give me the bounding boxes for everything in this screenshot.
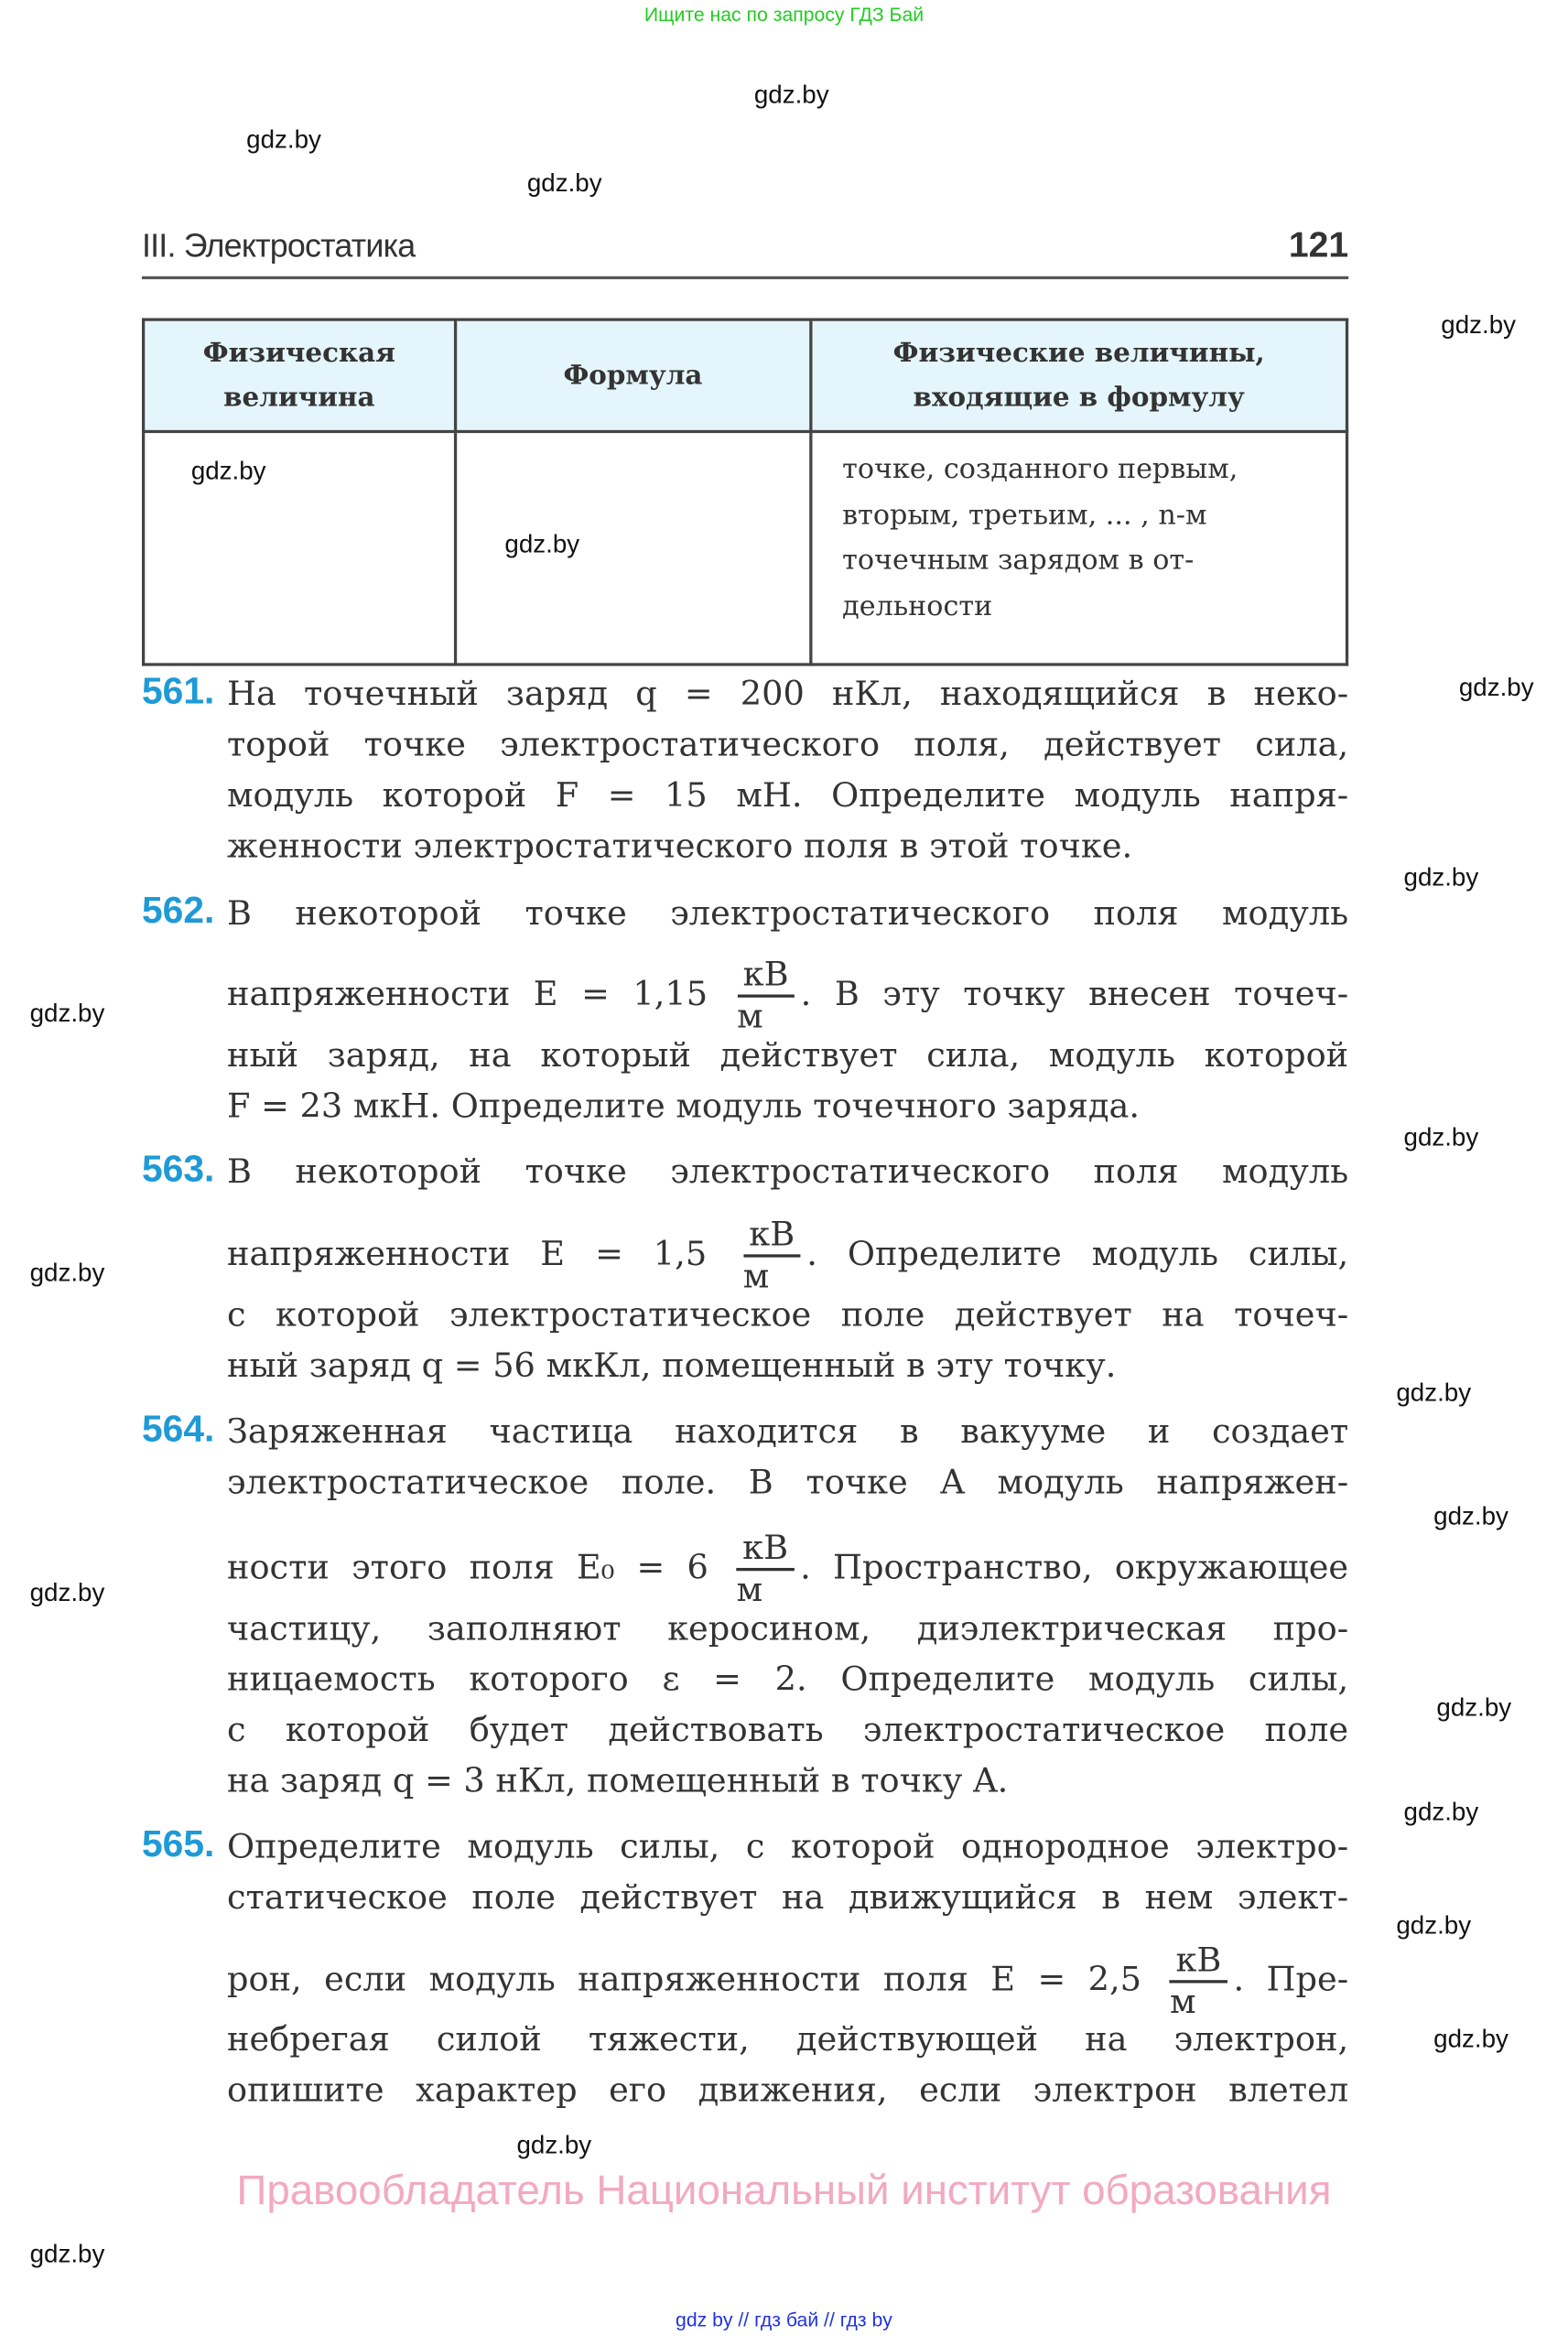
search-hint: Ищите нас по запросу ГДЗ Бай bbox=[643, 3, 925, 26]
problem-number: 565. bbox=[141, 1822, 215, 1865]
text-before-fraction: ности этого поля E₀ = 6 bbox=[226, 1548, 708, 1588]
unit-fraction bbox=[743, 1216, 801, 1296]
fraction-numerator: кВ bbox=[1170, 1941, 1227, 1984]
watermark-text: gdz.by bbox=[246, 125, 321, 155]
problem-text-line: торой точке электростатического поля, действует сила, bbox=[226, 725, 1349, 765]
table-cell bbox=[144, 431, 455, 664]
watermark-text: gdz.by bbox=[29, 2240, 105, 2269]
watermark-text: gdz.by bbox=[1396, 1378, 1472, 1407]
problem-text-line bbox=[226, 1215, 1349, 1297]
watermark-text: gdz.by bbox=[190, 457, 266, 486]
problem-text-line: с которой будет действовать электростатическое поле bbox=[226, 1711, 1349, 1751]
footer-links[interactable]: gdz by // гдз бай // гдз by bbox=[676, 2308, 892, 2331]
problem-text-line: статическое поле действует на движущийся в нем элект- bbox=[226, 1878, 1349, 1918]
watermark-text: gdz.by bbox=[1436, 1693, 1512, 1723]
problem-text-line bbox=[226, 1529, 1349, 1610]
problem-text-line: опишите характер его движения, если электрон влетел bbox=[226, 2070, 1349, 2111]
column-header: Формула bbox=[455, 319, 811, 431]
problem-number: 564. bbox=[141, 1408, 215, 1451]
watermark-text: gdz.by bbox=[504, 530, 580, 559]
page-number: 121 bbox=[1288, 225, 1349, 266]
watermark-text: gdz.by bbox=[1403, 862, 1479, 892]
fraction-denominator: м bbox=[737, 997, 763, 1037]
watermark-text: gdz.by bbox=[516, 2131, 592, 2160]
problem-text-line: В некоторой точке электростатического поля модуль bbox=[226, 894, 1349, 934]
fraction-denominator: м bbox=[1169, 1983, 1196, 2022]
problem-text-line: ный заряд q = 56 мкКл, помещенный в эту точку. bbox=[226, 1346, 1117, 1386]
text-after-fraction: . Пре- bbox=[1233, 1961, 1349, 2000]
watermark-text: gdz.by bbox=[753, 81, 829, 110]
watermark-text: gdz.by bbox=[1433, 1502, 1509, 1531]
problem-text-line bbox=[226, 956, 1349, 1037]
problem-text-line: модуль которой F = 15 мН. Определите модуль напря- bbox=[226, 776, 1349, 816]
problem-text-line: В некоторой точке электростатического поля модуль bbox=[226, 1152, 1349, 1192]
problem-text-line: с которой электростатическое поле действует на точеч- bbox=[226, 1296, 1349, 1335]
watermark-text: gdz.by bbox=[1403, 1798, 1479, 1827]
problem-text-line: Определите модуль силы, с которой однородное электро- bbox=[226, 1827, 1349, 1867]
text-before-fraction: рон, если модуль напряженности поля E = 2,5 bbox=[226, 1961, 1142, 2000]
watermark-text: gdz.by bbox=[1433, 2025, 1509, 2054]
problem-text-line: женности электростатического поля в этой точке. bbox=[226, 827, 1133, 867]
table-row bbox=[144, 431, 1347, 664]
watermark-text: gdz.by bbox=[1396, 1911, 1472, 1941]
watermark-text: gdz.by bbox=[1403, 1122, 1479, 1151]
fraction-numerator: кВ bbox=[737, 1530, 795, 1572]
fraction-denominator: м bbox=[736, 1571, 763, 1610]
column-header: Физическая величина bbox=[144, 319, 455, 431]
fraction-numerator: кВ bbox=[743, 1216, 801, 1258]
text-before-fraction: напряженности E = 1,5 bbox=[226, 1235, 708, 1274]
text-after-fraction: . Определите модуль силы, bbox=[806, 1235, 1349, 1274]
rights-holder-notice: Правообладатель Национальный институт образования bbox=[236, 2167, 1332, 2213]
text-before-fraction: напряженности E = 1,15 bbox=[226, 975, 708, 1014]
unit-fraction bbox=[1170, 1941, 1227, 2022]
table-header-row bbox=[144, 319, 1347, 431]
watermark-text: gdz.by bbox=[29, 999, 105, 1028]
column-header: Физические величины, входящие в формулу bbox=[811, 319, 1347, 431]
watermark-text: gdz.by bbox=[526, 168, 602, 198]
watermark-text: gdz.by bbox=[29, 1259, 105, 1288]
problem-number: 562. bbox=[141, 890, 215, 932]
header-divider bbox=[142, 276, 1348, 279]
problem-text-line: На точечный заряд q = 200 нКл, находящийся в неко- bbox=[226, 675, 1349, 714]
unit-fraction bbox=[737, 956, 795, 1036]
text-after-fraction: . Пространство, окружающее bbox=[800, 1548, 1349, 1588]
problem-number: 561. bbox=[141, 670, 215, 713]
formula-table bbox=[142, 318, 1348, 665]
problem-text-line: электростатическое поле. В точке A модуль напряжен- bbox=[226, 1463, 1349, 1503]
chapter-title: III. Электростатика bbox=[141, 226, 416, 265]
fraction-numerator: кВ bbox=[737, 956, 795, 998]
watermark-text: gdz.by bbox=[1458, 673, 1534, 702]
watermark-text: gdz.by bbox=[29, 1578, 105, 1607]
fraction-denominator: м bbox=[742, 1257, 770, 1297]
problem-text-line bbox=[226, 1941, 1349, 2022]
problem-text-line: небрегая силой тяжести, действующей на электрон, bbox=[226, 2020, 1349, 2060]
text-after-fraction: . В эту точку внесен точеч- bbox=[800, 975, 1349, 1014]
problem-text-line: F = 23 мкН. Определите модуль точечного заряда. bbox=[226, 1087, 1141, 1127]
watermark-text: gdz.by bbox=[1441, 310, 1517, 340]
problem-text-line: ный заряд, на который действует сила, модуль которой bbox=[226, 1036, 1349, 1076]
problem-text-line: ницаемость которого ε = 2. Определите модуль силы, bbox=[226, 1660, 1349, 1700]
table-cell: точке, созданного первым, вторым, третьим, ... , n-м точечным зарядом в от-дельности bbox=[811, 431, 1347, 664]
unit-fraction bbox=[737, 1530, 795, 1610]
problem-text-line: Заряженная частица находится в вакууме и создает bbox=[226, 1412, 1349, 1452]
problem-number: 563. bbox=[141, 1148, 215, 1191]
problem-text-line: на заряд q = 3 нКл, помещенный в точку A. bbox=[226, 1762, 1009, 1801]
problem-text-line: частицу, заполняют керосином, диэлектрическая про- bbox=[226, 1609, 1349, 1649]
